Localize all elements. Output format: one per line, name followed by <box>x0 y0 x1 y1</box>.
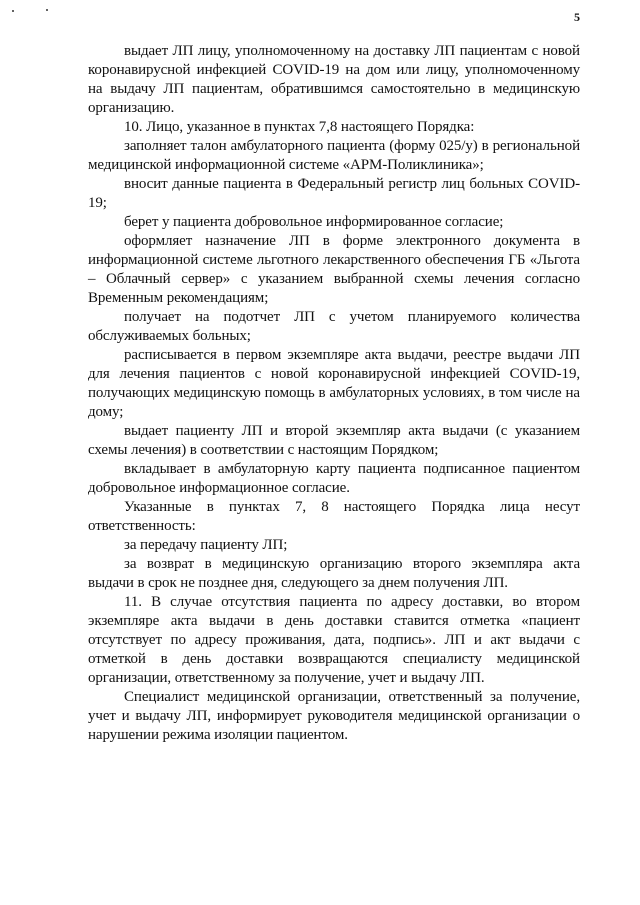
paragraph: заполняет талон амбулаторного пациента (форму 025/у) в региональной медицинской информационной системе «АРМ-Поликлиника»; <box>88 138 580 173</box>
paragraph: вносит данные пациента в Федеральный регистр лиц больных COVID-19; <box>88 176 580 211</box>
paragraph: получает на подотчет ЛП с учетом планируемого количества обслуживаемых больных; <box>88 309 580 344</box>
paragraph: Указанные в пунктах 7, 8 настоящего Порядка лица несут ответственность: <box>88 499 580 534</box>
document-body <box>88 42 580 745</box>
paragraph: 11. В случае отсутствия пациента по адресу доставки, во втором экземпляре акта выдачи в день доставки ставится отметка «пациент отсутствует по адресу проживания, дата, подпись». ЛП и акт выдачи с отметкой в день доставки возвращаются специалисту медицинской организации, ответственному за получение, учет и выдачу ЛП. <box>88 594 580 686</box>
paragraph: выдает ЛП лицу, уполномоченному на доставку ЛП пациентам с новой коронавирусной инфекцией COVID-19 на дом или лицу, уполномоченному на выдачу ЛП пациентам, обратившимся самостоятельно в медицинскую организацию. <box>88 43 580 116</box>
paragraph: Специалист медицинской организации, ответственный за получение, учет и выдачу ЛП, информирует руководителя медицинской организации о нарушении режима изоляции пациентом. <box>88 689 580 743</box>
page-number: 5 <box>574 10 580 24</box>
scan-speck <box>46 9 48 11</box>
paragraph: оформляет назначение ЛП в форме электронного документа в информационной системе льготного лекарственного обеспечения ГБ «Льгота – Облачный сервер» с указанием выбранной схемы лечения согласно Временным рекомендациям; <box>88 233 580 306</box>
paragraph: 10. Лицо, указанное в пунктах 7,8 настоящего Порядка: <box>124 119 475 135</box>
paragraph: берет у пациента добровольное информированное согласие; <box>124 214 504 230</box>
paragraph: расписывается в первом экземпляре акта выдачи, реестре выдачи ЛП для лечения пациентов с новой коронавирусной инфекцией COVID-19, получающих медицинскую помощь в амбулаторных условиях, в том числе на дому; <box>88 347 580 420</box>
paragraph: вкладывает в амбулаторную карту пациента подписанное пациентом добровольное информационное согласие. <box>88 461 580 496</box>
paragraph: выдает пациенту ЛП и второй экземпляр акта выдачи (с указанием схемы лечения) в соответствии с настоящим Порядком; <box>88 423 580 458</box>
paragraph: за возврат в медицинскую организацию второго экземпляра акта выдачи в срок не позднее дня, следующего за днем получения ЛП. <box>88 556 580 591</box>
paragraph: за передачу пациенту ЛП; <box>124 537 288 553</box>
scan-speck <box>12 10 14 12</box>
